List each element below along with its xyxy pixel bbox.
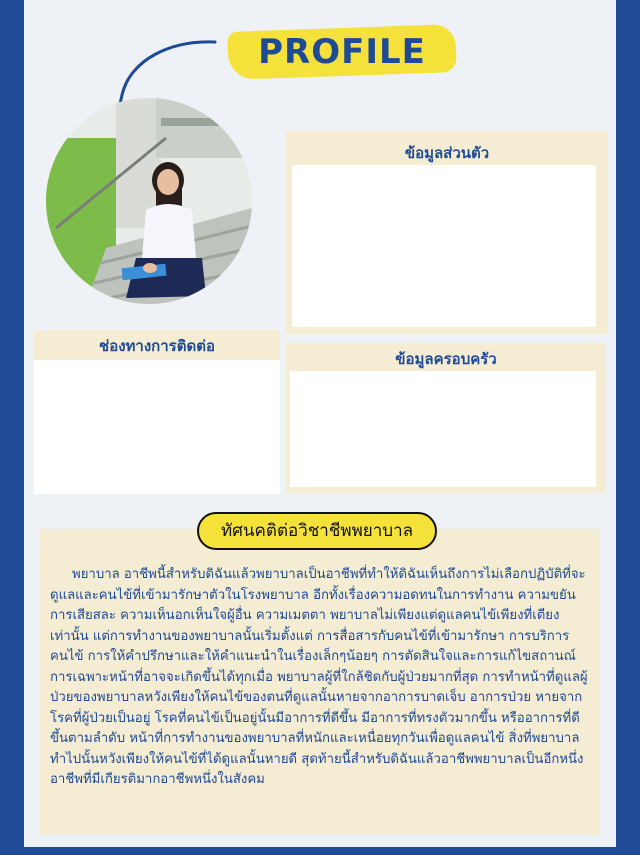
student-photo-illustration [46, 98, 252, 304]
personal-info-panel [286, 131, 608, 334]
family-info-heading: ข้อมูลครอบครัว [395, 350, 497, 368]
contact-heading: ช่องทางการติดต่อ [99, 337, 215, 355]
attitude-heading: ทัศนคติต่อวิชาชีพพยาบาล [197, 512, 437, 550]
title-block [228, 20, 456, 80]
personal-info-heading: ข้อมูลส่วนตัว [404, 144, 490, 162]
contact-content [34, 360, 280, 494]
personal-info-content [292, 165, 596, 327]
page-title: PROFILE [258, 32, 426, 72]
contact-panel [34, 330, 280, 494]
family-info-content [290, 371, 596, 487]
attitude-body: พยาบาล อาชีพนี้สำหรับดิฉันแล้วพยาบาลเป็นอาชีพที่ทำให้ดิฉันเห็นถึงการไม่เลือกปฏิบัติที่จะดูแลและคนไข้ที่เข้ามารักษาตัวในโรงพยาบาล อีกทั้งเรื่องความอดทนในการทำงาน ความขยัน การเสียสละ ความเห็นอกเห็นใจผู้อื่น ความเมตตา พยาบาลไม่เพียงแต่ดูแลคนไข้เพียงที่เตียงเท่านั้น แต่การทำงานของพยาบาลนั้นเริ่มตั้งแต่ การสื่อสารกับคนไข้ที่เข้ามารักษา การบริการคนไข้ การให้คำปรึกษาและให้คำแนะนำในเรื่องเล็กๆน้อยๆ การตัดสินใจและการแก้ไขสถานณ์การเฉพาะหน้าที่อาจจะเกิดขึ้นได้ทุกเมื่อ พยาบาลผู้ที่ใกล้ชิดกับผู้ป่วยมากที่สุด การทำหน้าที่ดูแลผู้ป่วยของพยาบาลหวังเพียงให้คนไข้ของตนที่ดูแลนั้นหายจากอาการบาดเจ็บ อาการป่วย หายจากโรคที่ผู้ป่วยเป็นอยู่ โรคที่คนไข้เป็นอยู่นั้นมีอาการที่ดีขึ้น มีอาการที่ทรงตัวมากขึ้น หรืออาการที่ดีขึ้นตามลำดับ หน้าที่การทำงานของพยาบาลที่หนักและเหนื่อยทุกวันเพื่อดูแลคนไข้ สิ่งที่พยาบาลทำไปนั้นหวังเพียงให้คนไข้ที่ได้ดูแลนั้นหายดี สุดท้ายนี้สำหรับดิฉันแล้วอาชีพพยาบาลเป็นอีกหนึ่งอาชีพที่มีเกียรติมากอาชีพหนึ่งในสังคม [50, 567, 588, 787]
profile-photo [46, 98, 252, 304]
family-info-panel [286, 343, 606, 493]
